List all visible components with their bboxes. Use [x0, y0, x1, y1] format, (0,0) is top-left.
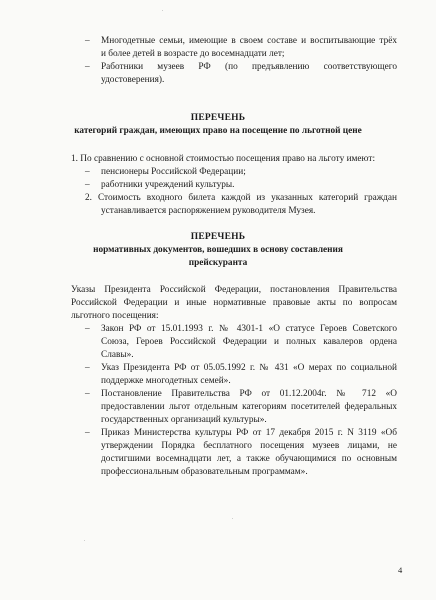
numbered-paragraph: 2. Стоимость входного билета каждой из указанных категорий граждан [85, 193, 397, 203]
scan-speck [84, 540, 85, 541]
list-dash: – [85, 62, 90, 72]
list-dash: – [85, 363, 90, 373]
list-dash: – [85, 167, 90, 177]
section-subtitle: категорий граждан, имеющих право на посещение по льготной цене [74, 126, 362, 136]
list-item-line: достигшими восемнадцати лет, а также обучающимися по основным [101, 454, 397, 464]
intro-line: льготного посещения: [71, 311, 159, 321]
list-item-line: работники учреждений культуры. [101, 180, 235, 190]
page-number: 4 [398, 565, 403, 575]
list-dash: – [85, 389, 90, 399]
list-item-line: предоставлении льгот отдельным категориям посетителей федеральных [101, 402, 397, 412]
list-dash: – [85, 324, 90, 334]
list-item-line: удостоверения). [101, 75, 165, 85]
intro-line: Указы Президента Российской Федерации, постановления Правительства [71, 285, 397, 295]
list-dash: – [85, 36, 90, 46]
list-item-line: и более детей в возрасте до восемнадцати лет; [101, 49, 285, 59]
list-item-line: Указ Президента РФ от 05.05.1992 г. № 431 «О мерах по социальной [101, 363, 397, 373]
numbered-paragraph: 1. По сравнению с основной стоимостью посещения право на льготу имеют: [71, 154, 376, 164]
scan-speck [162, 10, 163, 11]
list-item-line: Союза, Героев Российской Федерации и полных кавалеров ордена [101, 337, 397, 347]
list-item-line: Славы». [101, 350, 134, 360]
list-item-line: государственных организаций культуры». [101, 415, 267, 425]
section-subtitle: нормативных документов, вошедших в основу составления [93, 245, 343, 255]
list-item-line: Постановление Правительства РФ от 01.12.2004г. № 712 «О [101, 389, 397, 399]
list-item-line: Закон РФ от 15.01.1993 г. № 4301-1 «О статусе Героев Советского [101, 324, 397, 334]
list-item-line: Приказ Министерства культуры РФ от 17 декабря 2015 г. N 3119 «Об [101, 428, 397, 438]
section-subtitle: прейскуранта [188, 258, 248, 268]
list-item-line: профессиональным образовательным программам». [101, 467, 308, 477]
scan-speck [232, 518, 233, 519]
list-item-line: пенсионеры Российской Федерации; [101, 167, 246, 177]
section-title: ПЕРЕЧЕНЬ [190, 113, 246, 123]
list-item-line: утверждении Порядка бесплатного посещения музеев лицами, не [101, 441, 397, 451]
list-dash: – [85, 428, 90, 438]
numbered-paragraph-line: устанавливается распоряжением руководителя Музея. [101, 206, 316, 216]
section-title: ПЕРЕЧЕНЬ [190, 232, 246, 242]
list-dash: – [85, 180, 90, 190]
list-item-line: поддержке многодетных семей». [101, 376, 231, 386]
list-item-line: Многодетные семьи, имеющие в своем составе и воспитывающие трёх [101, 36, 397, 46]
list-item-line: Работники музеев РФ (по предъявлению соответствующего [101, 62, 397, 72]
intro-line: Российской Федерации и иные нормативные правовые акты по вопросам [71, 298, 397, 308]
